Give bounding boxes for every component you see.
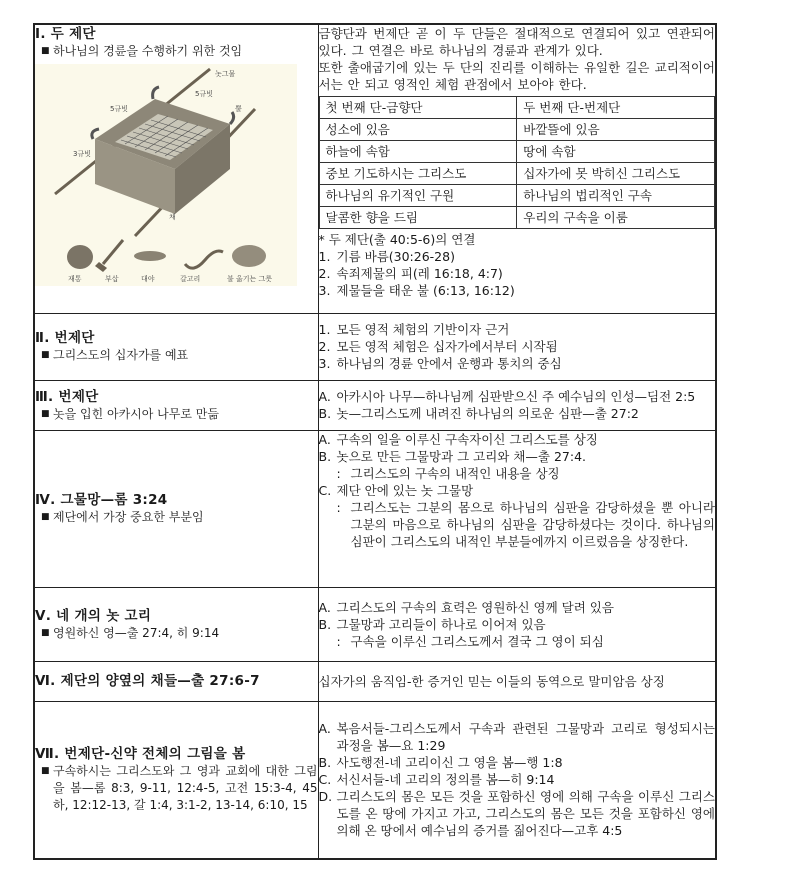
section-6-text: 십자가의 움직임-한 증거인 믿는 이들의 동역으로 말미암음 상징 [318,673,665,689]
list-item: B. 놋으로 만든 그물망과 그 고리와 채—출 27:4. [318,448,587,464]
list-note: : 그리스도는 그분의 몸으로 하나님의 심판을 감당하셨을 뿐 아니라 그분의 마음으로 하나님의 심판을 감당하셨다는 것이다. 하나님의 심판이 그리스도의 내적인 부분들에까지 이르렀음을 상징한다. [336,499,715,549]
comparison-cell: 바깥뜰에 있음 [517,119,715,141]
section-subtitle: ■ 제단에서 가장 중요한 부분임 [41,510,204,524]
list-item: C. 제단 안에 있는 놋 그물망 [318,482,474,498]
section-title: Ⅴ. 네 개의 놋 고리 [35,607,152,624]
section-row-7 [34,701,716,859]
list-note: : 그리스도의 구속의 내적인 내용을 상징 [336,465,560,481]
comparison-cell: 중보 기도하시는 그리스도 [319,163,517,185]
comparison-cell: 하나님의 유기적인 구원 [319,185,517,207]
comparison-row [319,97,715,119]
comparison-cell: 우리의 구속을 이룸 [517,207,715,229]
section-title: Ⅳ. 그물망—롬 3:24 [35,492,168,508]
section-row-6 [34,661,716,701]
label-five-cubit-top: 5규빗 [195,90,213,98]
section-3-heading-cell [34,380,318,430]
section-6-heading-cell [34,661,318,701]
section-row-3 [34,380,716,430]
list-item: A. 아카시아 나무—하나님께 심판받으신 주 예수님의 인성—딤전 2:5 [318,389,696,404]
intro-paragraph-1: 금향단과 번제단 곧 이 두 단들은 절대적으로 연결되어 있고 연관되어 있다. 그 연결은 바로 하나님의 경륜과 관계가 있다. [318,26,715,58]
square-bullet-icon: ■ [41,350,50,360]
list-item: B. 놋—그리스도께 내려진 하나님의 의로운 심판—출 27:2 [318,406,639,421]
label-utensil-3: 대야 [141,275,155,283]
altar-comparison-table [319,96,716,229]
comparison-cell: 달콤한 향을 드림 [319,207,517,229]
section-subtitle: ■ 놋을 입힌 아카시아 나무로 만듦 [41,406,219,421]
label-horn: 뿔 [235,105,242,113]
list-item: B. 그물망과 고리들이 하나로 이어져 있음 [318,616,546,632]
square-bullet-icon: ■ [41,512,50,522]
label-utensil-4: 갈고리 [180,275,201,283]
list-item: 2. 모든 영적 체험은 십자가에서부터 시작됨 [318,339,558,354]
list-item: B. 사도행전-네 고리이신 그 영을 봄—행 1:8 [318,755,563,771]
comparison-cell: 땅에 속함 [517,141,715,163]
square-bullet-icon: ■ [41,408,50,419]
label-five-cubit-left: 5규빗 [110,105,128,113]
comparison-cell: 하늘에 속함 [319,141,517,163]
section-6-content-cell [318,661,716,701]
comparison-row [319,119,715,141]
section-row-5 [34,587,716,661]
section-title: Ⅲ. 번제단 [35,388,99,405]
section-subtitle: ■ 하나님의 경륜을 수행하기 위한 것임 [41,44,243,58]
label-utensil-2: 부삽 [105,275,119,283]
section-1-heading-cell [34,24,318,313]
label-utensil-5: 불 옮기는 그릇 [227,275,273,283]
section-row-2 [34,313,716,380]
section-row-4 [34,430,716,587]
comparison-cell: 첫 번째 단-금향단 [319,97,517,119]
comparison-cell: 하나님의 법리적인 구속 [517,185,715,207]
list-item: A. 그리스도의 구속의 효력은 영원하신 영께 달려 있음 [318,599,614,615]
list-item: C. 서신서들-네 고리의 정의를 봄—히 9:14 [318,772,555,788]
connection-heading: * 두 제단(출 40:5-6)의 연결 [318,232,476,247]
intro-paragraph-2: 또한 출애굽기에 있는 두 단의 진리를 이해하는 유일한 길은 교리적이어서는 안 되고 영적인 체험 관점에서 보아야 한다. [318,60,715,92]
section-5-heading-cell [34,587,318,661]
altar-illustration [35,64,297,286]
connection-item: 1. 기름 바름(30:26-28) [318,249,455,264]
section-title: Ⅵ. 제단의 양옆의 채들—출 27:6-7 [35,673,260,689]
list-item: D. 그리스도의 몸은 모든 것을 포함하신 영에 의해 구속을 이루신 그리스도를 온 땅에 가지고 가고, 그리스도의 몸은 모든 것을 포함하신 영에 의해 온 땅에서 예수님의 증거를 짊어진다—고후 4:5 [318,789,715,839]
label-three-cubit: 3규빗 [73,150,91,158]
section-4-content-cell [318,430,716,587]
list-item: A. 구속의 일을 이루신 구속자이신 그리스도를 상징 [318,431,598,447]
section-7-content-cell [318,701,716,859]
comparison-row [319,185,715,207]
section-title: Ⅶ. 번제단-신약 전체의 그림을 봄 [35,746,246,763]
section-2-content-cell [318,313,716,380]
label-pole: 채 [169,213,176,221]
connection-item: 2. 속죄제물의 피(레 16:18, 4:7) [318,266,503,281]
comparison-cell: 성소에 있음 [319,119,517,141]
section-subtitle: ■ 그리스도의 십자가를 예표 [41,348,189,362]
bronze-altar-drawing-icon [35,64,297,286]
section-subtitle: ■ 구속하시는 그리스도와 그 영과 교회에 대한 그림을 봄—롬 8:3, 9-11, 12:4-5, 고전 15:3-4, 45하, 12:12-13, 갈 1:4, 3:1-2, 13-14, 6:10, 15 [41,764,318,813]
section-row-1 [34,24,716,313]
list-item: 1. 모든 영적 체험의 기반이자 근거 [318,322,510,337]
section-subtitle: ■ 영원하신 영—출 27:4, 히 9:14 [41,625,220,640]
square-bullet-icon: ■ [41,627,50,638]
comparison-row [319,141,715,163]
square-bullet-icon: ■ [41,766,50,777]
square-bullet-icon: ■ [41,46,50,56]
list-item: 3. 하나님의 경륜 안에서 운행과 통치의 중심 [318,356,562,371]
label-net: 놋그물 [215,70,236,78]
comparison-cell: 두 번째 단-번제단 [517,97,715,119]
section-4-heading-cell [34,430,318,587]
comparison-row [319,163,715,185]
section-title: Ⅱ. 번제단 [35,330,95,346]
comparison-cell: 십자가에 못 박히신 그리스도 [517,163,715,185]
section-7-heading-cell [34,701,318,859]
section-5-content-cell [318,587,716,661]
label-utensil-1: 재통 [68,275,82,283]
list-note: : 구속을 이루신 그리스도께서 결국 그 영이 되심 [336,633,604,649]
connection-item: 3. 제물들을 태운 불 (6:13, 16:12) [318,283,515,298]
section-3-content-cell [318,380,716,430]
list-item: A. 복음서들-그리스도께서 구속과 관련된 그물망과 고리로 형성되시는 과정을 봄—요 1:29 [318,721,715,754]
altar-outline-table [33,23,717,860]
comparison-row [319,207,715,229]
section-2-heading-cell [34,313,318,380]
section-1-content-cell [318,24,716,313]
section-title: Ⅰ. 두 제단 [35,26,96,42]
